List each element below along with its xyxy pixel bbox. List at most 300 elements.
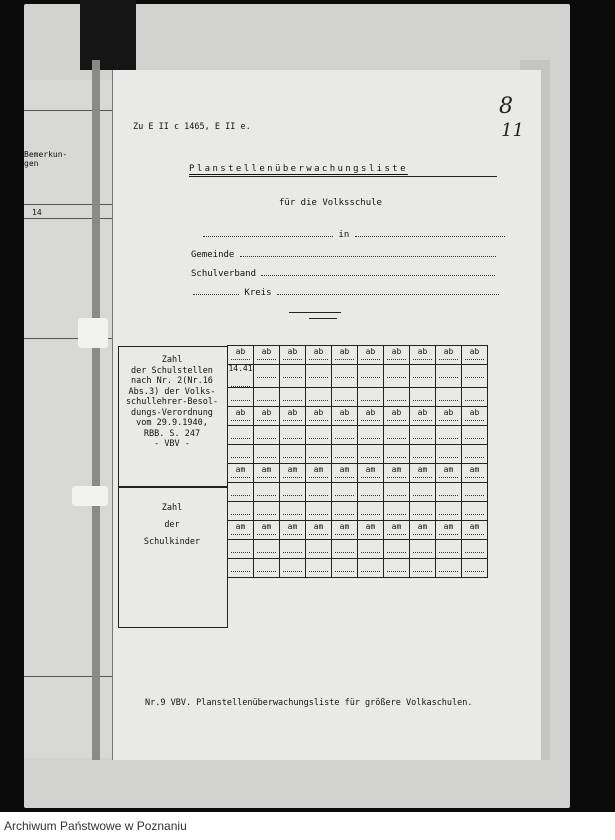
dotted-blank [439,419,458,421]
grid-cell [228,502,254,521]
dotted-blank [231,494,250,496]
dark-binder-strip [80,0,136,70]
grid-row [228,540,488,559]
dotted-blank [309,513,328,515]
archive-caption-bar [0,812,615,840]
dotted-blank [335,551,354,553]
dotted-blank [283,376,302,378]
grid-cell [306,365,332,388]
grid-cell [410,559,436,578]
grid-cell [436,502,462,521]
dotted-blank [231,476,250,478]
grid-cell [462,388,488,407]
dotted-blank [361,513,380,515]
grid-row [228,426,488,445]
grid-cell [280,445,306,464]
section1-label-line: - VBV - [154,439,190,449]
blank-line [193,286,239,295]
grid-cell: am [358,521,384,540]
form-page [112,70,541,760]
grid-cell [280,365,306,388]
dotted-blank [231,419,250,421]
date-entry: 14.41 [228,364,253,373]
dotted-blank [413,437,432,439]
dotted-blank [439,533,458,535]
dotted-blank [465,513,484,515]
dotted-blank [439,376,458,378]
dotted-blank [439,358,458,360]
grid-cell [254,365,280,388]
section1-label-line: dungs-Verordnung [131,407,213,418]
dotted-blank [257,551,276,553]
dotted-blank [361,551,380,553]
grid-cell: am [358,464,384,483]
dotted-blank [231,437,250,439]
dotted-blank [413,399,432,401]
grid-cell [332,365,358,388]
grid-cell [436,426,462,445]
field-schulverband-label: Schulverband [191,269,257,279]
grid-cell [436,365,462,388]
dotted-blank [413,376,432,378]
dotted-blank [465,494,484,496]
grid-cell: am [228,464,254,483]
grid-cell [332,483,358,502]
reference-number: Zu E II c 1465, E II e. [133,122,251,132]
grid-cell: am [436,521,462,540]
grid-cell: am [462,521,488,540]
section1-label-line: Abs.3) der Volks- [128,386,216,397]
dotted-blank [361,570,380,572]
grid-cell [436,483,462,502]
grid-cell [410,540,436,559]
dotted-blank [309,494,328,496]
grid-cell [254,388,280,407]
grid-cell [462,540,488,559]
grid-cell: ab [280,407,306,426]
grid-row [228,445,488,464]
dotted-blank [465,419,484,421]
grid-cell [254,426,280,445]
dotted-blank [465,533,484,535]
dotted-blank [387,513,406,515]
grid-row [228,464,488,483]
grid-cell: am [306,521,332,540]
dotted-blank [257,419,276,421]
grid-cell [384,559,410,578]
grid-cell [228,540,254,559]
grid-cell [462,445,488,464]
field-in [203,228,505,240]
section2-label-line: Schulkinder [143,537,201,547]
grid-cell [254,540,280,559]
blank-line [277,286,499,295]
grid-cell: ab [384,346,410,365]
grid-cell: ab [332,346,358,365]
grid-cell: am [436,464,462,483]
dotted-blank [231,358,250,360]
grid-cell [462,365,488,388]
grid-cell [410,502,436,521]
left-page-rule [24,204,116,205]
dotted-blank [257,399,276,401]
grid-cell: ab [410,346,436,365]
grid-cell [384,445,410,464]
grid-cell [436,388,462,407]
dotted-blank [283,513,302,515]
grid-cell [358,559,384,578]
separator-dash [309,318,337,319]
dotted-blank [439,494,458,496]
dotted-blank [231,551,250,553]
dotted-blank [231,533,250,535]
dotted-blank [335,494,354,496]
form-subtitle: für die Volksschule [279,198,382,208]
dotted-blank [387,399,406,401]
dotted-blank [413,419,432,421]
handwritten-sheet-number: 11 [501,120,524,141]
grid-cell: am [384,521,410,540]
grid-cell [254,559,280,578]
grid-row [228,388,488,407]
dotted-blank [413,358,432,360]
dotted-blank [257,437,276,439]
dotted-blank [439,551,458,553]
dotted-blank [231,399,250,401]
grid-row [228,559,488,578]
section1-label-line: nach Nr. 2(Nr.16 [131,376,213,386]
dotted-blank [309,437,328,439]
left-page-label-2: gen [24,159,39,168]
page-fold [92,60,100,760]
dotted-blank [257,456,276,458]
dotted-blank [335,437,354,439]
grid-cell: am [462,464,488,483]
dotted-blank [335,376,354,378]
blank-line [261,267,495,276]
grid-cell [254,483,280,502]
section2-label-line: der [164,520,180,530]
section1-label-line: RBB. S. 247 [143,428,201,439]
dotted-blank [439,513,458,515]
grid-cell [306,388,332,407]
grid-row [228,502,488,521]
section1-label-line: der Schulstellen [131,365,213,376]
dotted-blank [335,513,354,515]
grid-cell: ab [228,346,254,365]
left-page-rule [24,218,116,219]
dotted-blank [361,533,380,535]
grid-cell [254,502,280,521]
grid-cell [280,540,306,559]
dotted-blank [335,476,354,478]
blank-line [355,228,505,237]
staffing-grid [227,345,488,578]
grid-cell: ab [254,346,280,365]
grid-cell [306,445,332,464]
grid-cell: ab [462,407,488,426]
dotted-blank [309,358,328,360]
dotted-blank [387,456,406,458]
dotted-blank [413,476,432,478]
archive-caption: Archiwum Państwowe w Poznaniu [4,819,187,833]
form-footer: Nr.9 VBV. Planstellenüberwachungsliste für größere Volkaschulen. [145,698,473,708]
grid-cell [332,445,358,464]
grid-cell [384,365,410,388]
dotted-blank [465,437,484,439]
grid-cell [228,445,254,464]
grid-cell: am [384,464,410,483]
grid-row [228,483,488,502]
grid-cell [436,559,462,578]
dotted-blank [283,399,302,401]
dotted-blank [309,533,328,535]
grid-cell [280,388,306,407]
section1-label-line: Zahl [161,355,183,365]
grid-cell: am [306,464,332,483]
grid-cell [306,483,332,502]
grid-cell: ab [358,346,384,365]
dotted-blank [257,376,276,378]
grid-cell [280,559,306,578]
dotted-blank [361,476,380,478]
grid-cell [254,445,280,464]
dotted-blank [309,399,328,401]
grid-cell: am [332,521,358,540]
dotted-blank [309,476,328,478]
dotted-blank [439,476,458,478]
grid-cell [462,559,488,578]
dotted-blank [309,551,328,553]
grid-cell [410,445,436,464]
dotted-blank [387,533,406,535]
dotted-blank [361,358,380,360]
grid-cell [280,483,306,502]
grid-cell [228,559,254,578]
grid-cell: am [254,521,280,540]
blank-line [203,228,333,237]
dotted-blank [439,399,458,401]
dotted-blank [335,570,354,572]
grid-cell: am [280,521,306,540]
grid-cell [410,365,436,388]
grid-cell [332,540,358,559]
grid-row [228,521,488,540]
dotted-blank [283,437,302,439]
handwritten-page-number: 8 [499,94,513,119]
dotted-blank [387,570,406,572]
dotted-blank [283,570,302,572]
dotted-blank [465,399,484,401]
grid-cell [228,426,254,445]
left-page-number: 14 [32,208,42,217]
field-kreis [193,286,499,298]
grid-cell [358,445,384,464]
grid-cell: ab [254,407,280,426]
dotted-blank [335,419,354,421]
grid-cell: ab [436,407,462,426]
grid-cell [306,426,332,445]
dotted-blank [335,533,354,535]
dotted-blank [413,494,432,496]
field-gemeinde-label: Gemeinde [191,250,235,260]
dotted-blank [257,494,276,496]
grid-cell [332,502,358,521]
left-page-label-1: Bemerkun- [24,150,68,159]
field-in-label: in [338,230,350,240]
dotted-blank [231,513,250,515]
grid-cell [358,540,384,559]
dotted-blank [465,476,484,478]
dotted-blank [231,456,250,458]
left-page-rule [24,676,116,677]
dotted-blank [465,551,484,553]
grid-cell [410,483,436,502]
dotted-blank [231,570,250,572]
section1-label [120,355,224,450]
grid-cell [228,365,254,388]
grid-cell [228,483,254,502]
dotted-blank [361,494,380,496]
grid-cell [358,426,384,445]
left-page [24,80,117,758]
grid-cell: am [410,521,436,540]
grid-cell: ab [306,346,332,365]
dotted-blank [465,358,484,360]
grid-cell: ab [280,346,306,365]
grid-cell: ab [436,346,462,365]
form-title: Planstellenüberwachungsliste [189,164,408,174]
grid-cell [410,426,436,445]
grid-cell [228,388,254,407]
grid-cell: am [254,464,280,483]
dotted-blank [387,437,406,439]
grid-cell [280,426,306,445]
grid-cell [384,502,410,521]
grid-cell [384,540,410,559]
dotted-blank [465,376,484,378]
dotted-blank [387,551,406,553]
grid-cell [306,540,332,559]
grid-cell: am [280,464,306,483]
dotted-blank [413,456,432,458]
dotted-blank [283,494,302,496]
dotted-blank [283,456,302,458]
grid-cell [384,426,410,445]
grid-cell: ab [306,407,332,426]
dotted-blank [387,494,406,496]
dotted-blank [361,437,380,439]
dotted-blank [309,456,328,458]
dotted-blank [465,456,484,458]
grid-cell: ab [228,407,254,426]
dotted-blank [387,476,406,478]
dotted-blank [439,456,458,458]
dotted-blank [413,570,432,572]
grid-row [228,407,488,426]
dotted-blank [387,419,406,421]
grid-cell [306,559,332,578]
dotted-blank [309,376,328,378]
dotted-blank [257,358,276,360]
dotted-blank [283,551,302,553]
field-schulverband [191,267,495,279]
grid-cell [332,426,358,445]
grid-cell: am [410,464,436,483]
section2-label [120,500,224,551]
section2-label-line: Zahl [161,503,183,513]
grid-cell [462,483,488,502]
dotted-blank [335,358,354,360]
grid-cell [436,540,462,559]
field-gemeinde [191,248,496,260]
blank-line [240,248,496,257]
grid-cell: am [332,464,358,483]
field-kreis-label: Kreis [244,288,272,298]
dotted-blank [309,419,328,421]
dotted-blank [387,358,406,360]
dotted-blank [283,476,302,478]
grid-cell [384,483,410,502]
section1-label-line: vom 29.9.1940, [136,418,208,428]
dotted-blank [361,456,380,458]
grid-cell [358,365,384,388]
grid-cell: ab [358,407,384,426]
grid-cell: am [228,521,254,540]
dotted-blank [413,551,432,553]
grid-cell [410,388,436,407]
dotted-blank [257,476,276,478]
grid-cell: ab [410,407,436,426]
dotted-blank [283,358,302,360]
grid-cell [358,502,384,521]
grid-cell [358,483,384,502]
grid-cell [462,502,488,521]
grid-row [228,346,488,365]
title-underline [189,176,497,177]
grid-cell [280,502,306,521]
paper-clip [72,486,108,506]
paper-clip [78,318,108,348]
dotted-blank [361,399,380,401]
dotted-blank [413,533,432,535]
grid-cell [436,445,462,464]
dotted-blank [257,533,276,535]
grid-cell [462,426,488,445]
grid-cell [358,388,384,407]
dotted-blank [361,376,380,378]
grid-cell [332,388,358,407]
dotted-blank [257,513,276,515]
grid-cell [332,559,358,578]
dotted-blank [439,570,458,572]
separator-line [289,312,341,313]
grid-cell: ab [462,346,488,365]
dotted-blank [387,376,406,378]
left-page-rule [24,110,116,111]
grid-cell: ab [332,407,358,426]
grid-cell [384,388,410,407]
grid-cell [306,502,332,521]
grid-row [228,365,488,388]
dotted-blank [413,513,432,515]
dotted-blank [283,419,302,421]
dotted-blank [309,570,328,572]
dotted-blank [335,456,354,458]
section1-label-line: schullehrer-Besol- [125,397,219,407]
dotted-blank [283,533,302,535]
dotted-blank [361,419,380,421]
